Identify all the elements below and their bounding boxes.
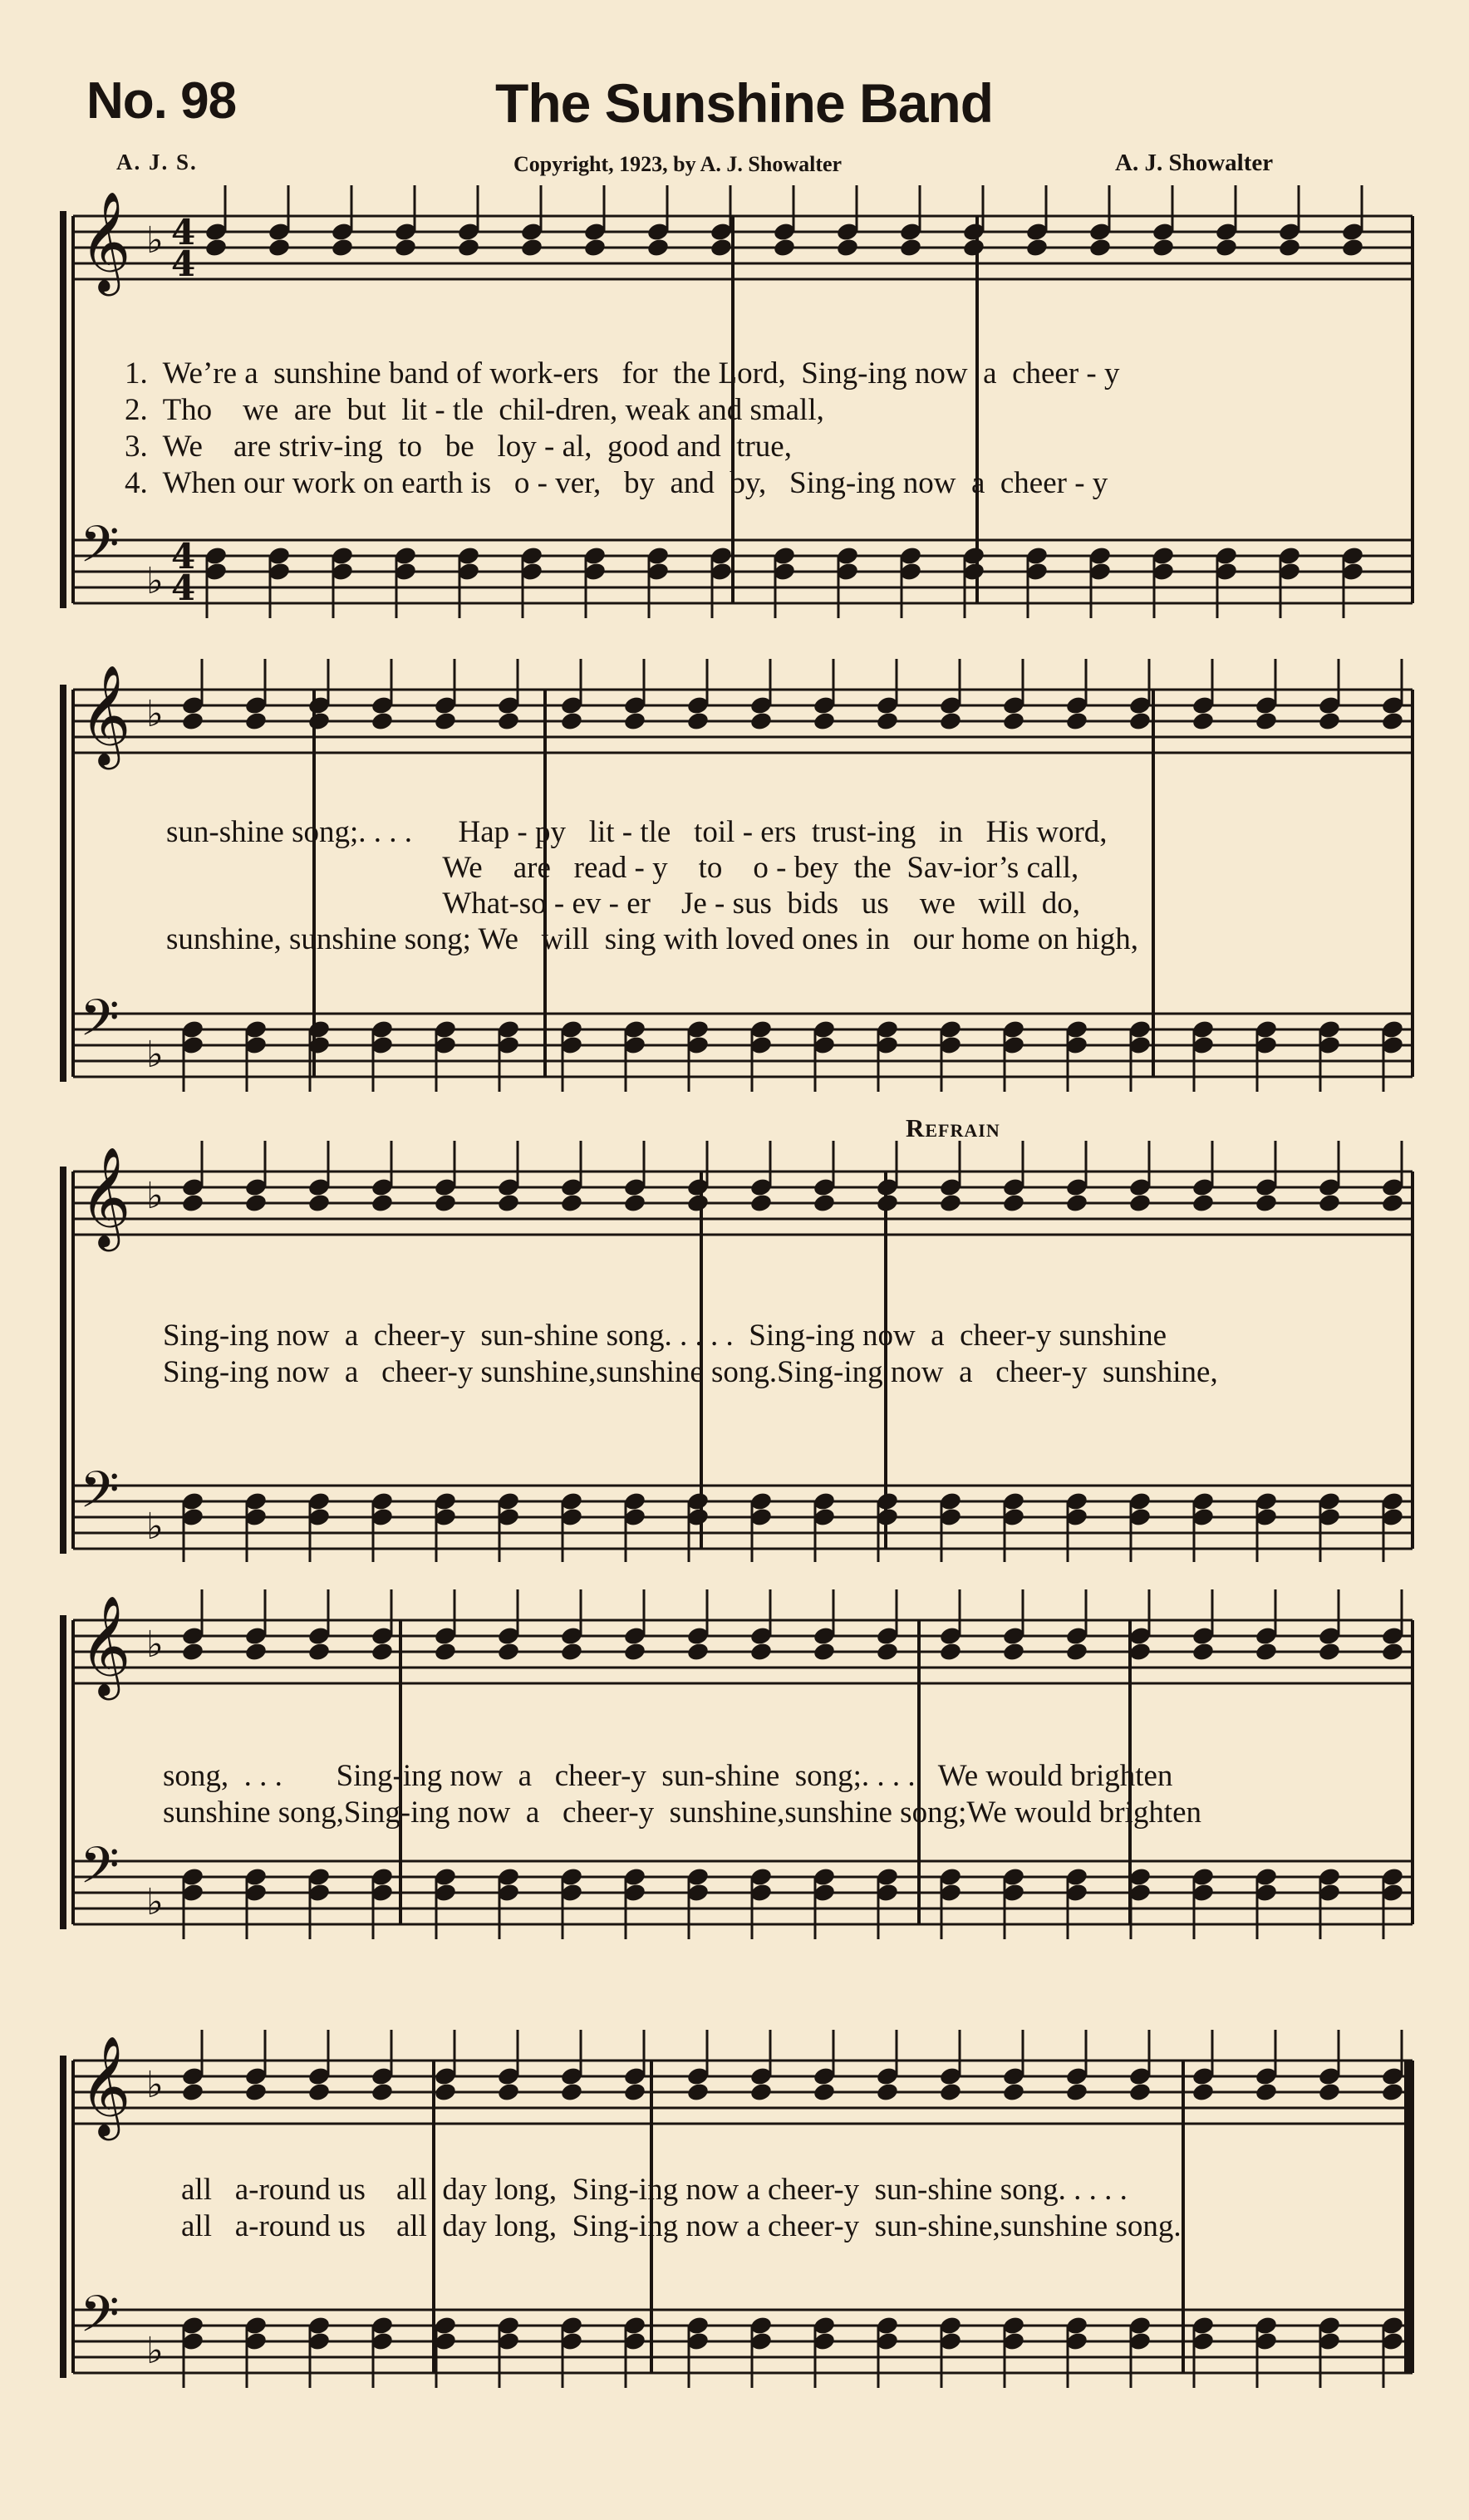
note-head (1318, 1641, 1342, 1662)
refrain-label: Refrain (906, 1113, 1000, 1142)
note-head (749, 1192, 774, 1213)
note-head (1381, 2081, 1405, 2102)
treble-clef-icon: 𝄞 (80, 1594, 131, 1696)
note-head (1025, 237, 1049, 258)
hymn-number: No. 98 (86, 72, 237, 130)
flat-sign-icon: ♭ (146, 560, 164, 602)
note-head (1191, 2081, 1216, 2102)
note-head (1255, 1192, 1279, 1213)
note-head (836, 237, 860, 258)
note-head (623, 2081, 647, 2102)
note-head (686, 2081, 710, 2102)
note-head (181, 2081, 205, 2102)
system-bracket (60, 1615, 66, 1929)
note-head (1255, 1641, 1279, 1662)
treble-clef-icon: 𝄞 (80, 190, 131, 292)
note-head (1002, 1641, 1026, 1662)
lyric-line: 2. Tho we are but lit - tle chil-dren, weak and small, (125, 393, 824, 427)
note-head (1255, 710, 1279, 731)
note-head (560, 710, 584, 731)
note-head (1341, 237, 1365, 258)
note-head (686, 1641, 710, 1662)
note-head (1065, 1641, 1089, 1662)
note-head (520, 237, 544, 258)
note-head (204, 237, 228, 258)
flat-sign-icon: ♭ (146, 1506, 164, 1548)
time-signature-digit: 4 (171, 567, 196, 608)
lyric-line: What-so - ev - er Je - sus bids us we will do, (166, 887, 1080, 921)
time-signature-digit: 4 (171, 243, 196, 284)
note-head (560, 2081, 584, 2102)
note-head (710, 237, 734, 258)
flat-sign-icon: ♭ (146, 2330, 164, 2372)
note-head (560, 1192, 584, 1213)
note-head (1065, 2081, 1089, 2102)
note-head (181, 1641, 205, 1662)
note-head (560, 1641, 584, 1662)
lyric-line: 1. We’re a sunshine band of work-ers for the Lord, Sing-ing now a cheer - y (125, 356, 1120, 391)
note-head (1002, 710, 1026, 731)
lyric-line: sunshine, sunshine song; We will sing with loved ones in our home on high, (166, 922, 1139, 956)
system-bracket (60, 211, 66, 608)
note-head (583, 237, 607, 258)
note-head (939, 1192, 963, 1213)
note-head (307, 710, 332, 731)
note-head (876, 1641, 900, 1662)
time-signature-digit: 4 (171, 536, 196, 577)
note-head (244, 710, 268, 731)
note-head (1255, 2081, 1279, 2102)
composer-credit: A. J. Showalter (1115, 150, 1274, 176)
note-head (307, 2081, 332, 2102)
note-head (749, 1641, 774, 1662)
final-barline (1404, 2061, 1412, 2373)
copyright-notice: Copyright, 1923, by A. J. Showalter (513, 152, 843, 176)
note-head (181, 710, 205, 731)
note-head (1191, 1192, 1216, 1213)
system-bracket (60, 1167, 66, 1554)
note-head (434, 1192, 458, 1213)
note-head (371, 1641, 395, 1662)
flat-sign-icon: ♭ (146, 1034, 164, 1076)
note-head (1318, 1192, 1342, 1213)
lyric-line: Sing-ing now a cheer-y sun-shine song. . . . . Sing-ing now a cheer-y sunshine (163, 1319, 1167, 1353)
bass-clef-icon: 𝄢 (80, 1461, 120, 1532)
note-head (331, 237, 355, 258)
note-head (371, 1192, 395, 1213)
note-head (813, 2081, 837, 2102)
bass-clef-icon: 𝄢 (80, 1836, 120, 1908)
lyric-line: 3. We are striv-ing to be loy - al, good and true, (125, 430, 792, 464)
note-head (962, 237, 986, 258)
note-head (394, 237, 418, 258)
note-head (623, 710, 647, 731)
lyric-line: all a-round us all day long, Sing-ing now a cheer-y sun-shine,sunshine song. (181, 2209, 1182, 2243)
note-head (1215, 237, 1239, 258)
note-head (1191, 710, 1216, 731)
note-head (686, 1192, 710, 1213)
note-head (1065, 710, 1089, 731)
note-head (1002, 2081, 1026, 2102)
note-head (1381, 1641, 1405, 1662)
note-head (1128, 1192, 1152, 1213)
note-head (434, 1641, 458, 1662)
note-head (646, 237, 671, 258)
bass-clef-icon: 𝄢 (80, 989, 120, 1060)
system-bracket (60, 685, 66, 1082)
note-head (1128, 2081, 1152, 2102)
flat-sign-icon: ♭ (146, 1175, 164, 1217)
note-head (434, 2081, 458, 2102)
lyric-line: sunshine song,Sing-ing now a cheer-y sunshine,sunshine song;We would brighten (163, 1795, 1202, 1830)
note-head (1191, 1641, 1216, 1662)
note-head (813, 1641, 837, 1662)
note-head (899, 237, 923, 258)
time-signature-digit: 4 (171, 212, 196, 253)
note-head (457, 237, 481, 258)
note-head (497, 1641, 521, 1662)
music-system-5 (0, 2027, 1469, 2476)
note-head (1381, 710, 1405, 731)
treble-clef-icon: 𝄞 (80, 664, 131, 765)
note-head (371, 710, 395, 731)
note-head (1318, 2081, 1342, 2102)
hymn-title: The Sunshine Band (495, 72, 994, 134)
note-head (244, 1192, 268, 1213)
note-head (307, 1641, 332, 1662)
note-head (876, 710, 900, 731)
flat-sign-icon: ♭ (146, 219, 164, 262)
lyric-line: all a-round us all day long, Sing-ing now a cheer-y sun-shine song. . . . . (181, 2173, 1128, 2207)
note-head (371, 2081, 395, 2102)
note-head (876, 2081, 900, 2102)
note-head (1381, 1192, 1405, 1213)
lyric-line: We are read - y to o - bey the Sav-ior’s call, (166, 851, 1079, 885)
lyric-line: Sing-ing now a cheer-y sunshine,sunshine song.Sing-ing now a cheer-y sunshine, (163, 1355, 1218, 1389)
note-head (773, 237, 797, 258)
note-head (813, 710, 837, 731)
note-head (749, 2081, 774, 2102)
lyric-line: 4. When our work on earth is o - ver, by and by, Sing-ing now a cheer - y (125, 466, 1108, 500)
lyric-line: song, . . . Sing-ing now a cheer-y sun-shine song;. . . . We would brighten (163, 1759, 1173, 1793)
note-head (1128, 710, 1152, 731)
bass-clef-icon: 𝄢 (80, 515, 120, 587)
note-head (434, 710, 458, 731)
treble-clef-icon: 𝄞 (80, 2035, 131, 2136)
note-head (623, 1192, 647, 1213)
note-head (813, 1192, 837, 1213)
note-head (686, 710, 710, 731)
lyric-line: sun-shine song;. . . . Hap - py lit - tle toil - ers trust-ing in His word, (166, 815, 1108, 849)
note-head (181, 1192, 205, 1213)
note-head (749, 710, 774, 731)
flat-sign-icon: ♭ (146, 1881, 164, 1923)
note-head (1088, 237, 1113, 258)
note-head (1065, 1192, 1089, 1213)
note-head (1002, 1192, 1026, 1213)
flat-sign-icon: ♭ (146, 2064, 164, 2106)
lyricist-credit: A. J. S. (116, 150, 198, 174)
note-head (1318, 710, 1342, 731)
note-head (244, 1641, 268, 1662)
note-head (1152, 237, 1176, 258)
note-head (939, 710, 963, 731)
note-head (939, 2081, 963, 2102)
note-head (268, 237, 292, 258)
flat-sign-icon: ♭ (146, 693, 164, 735)
note-head (307, 1192, 332, 1213)
note-head (244, 2081, 268, 2102)
bass-clef-icon: 𝄢 (80, 2285, 120, 2356)
note-head (497, 1192, 521, 1213)
note-head (623, 1641, 647, 1662)
note-head (497, 2081, 521, 2102)
flat-sign-icon: ♭ (146, 1624, 164, 1666)
system-bracket (60, 2056, 66, 2378)
note-head (1278, 237, 1302, 258)
note-head (939, 1641, 963, 1662)
note-head (497, 710, 521, 731)
treble-clef-icon: 𝄞 (80, 1146, 131, 1247)
